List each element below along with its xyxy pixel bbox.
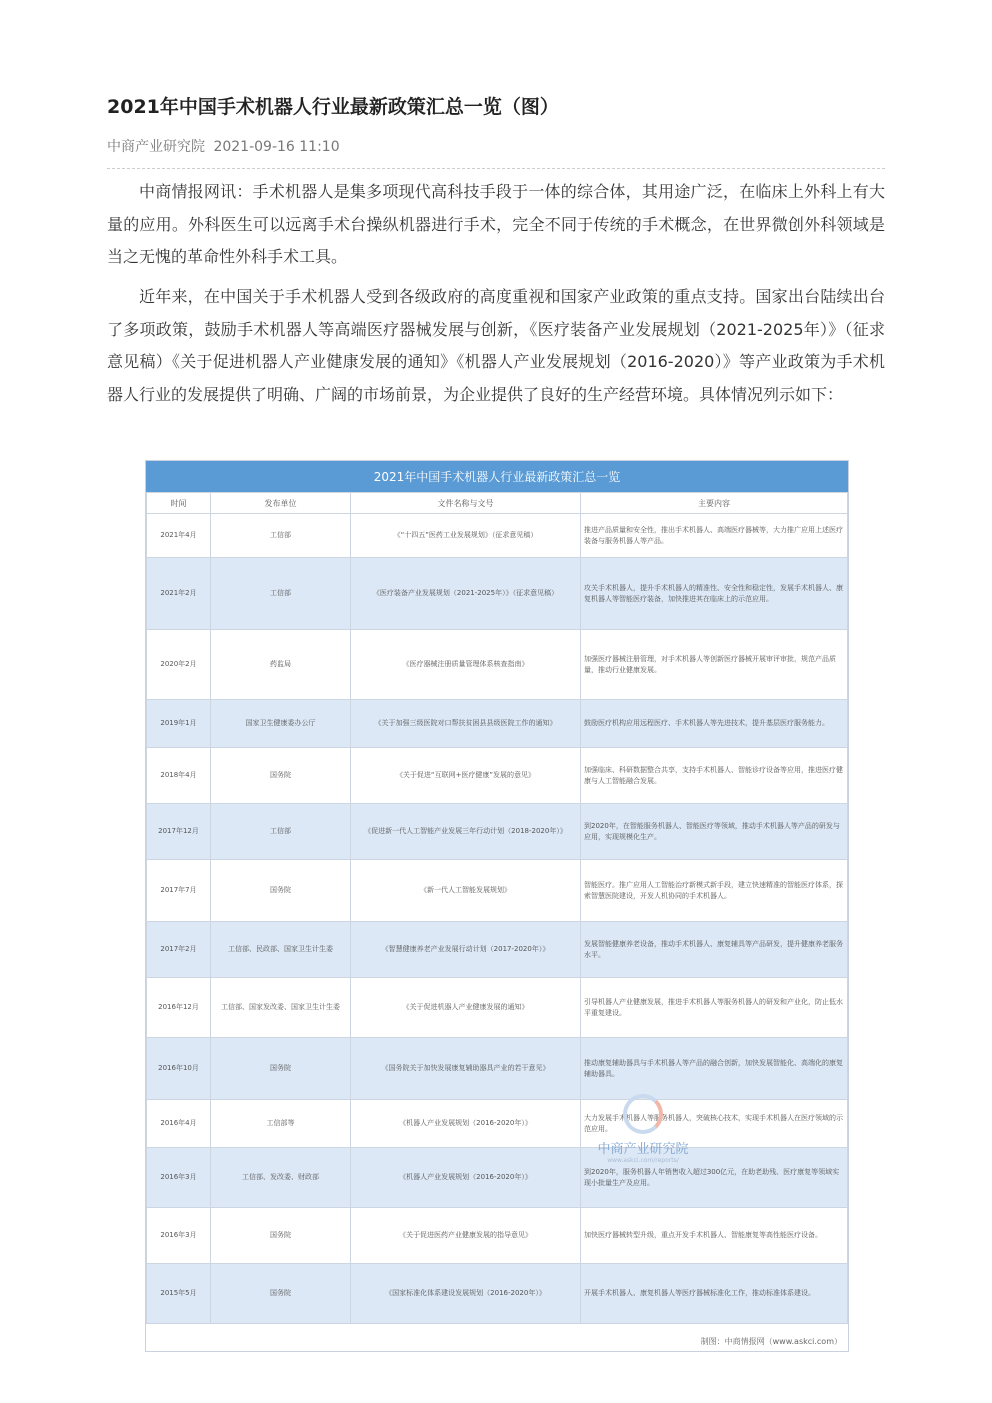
divider (107, 168, 885, 169)
article-meta (107, 136, 344, 156)
cell-content: 到2020年，服务机器人年销售收入超过300亿元，在助老助残、医疗康复等领域实现小批量生产及应用。 (581, 1148, 848, 1208)
cell-org: 国务院 (211, 1038, 351, 1100)
cell-content: 发展智能健康养老设备，推动手术机器人、康复辅具等产品研发，提升健康养老服务水平。 (581, 922, 848, 978)
cell-content: 推动康复辅助器具与手术机器人等产品的融合创新，加快发展智能化、高端化的康复辅助器具。 (581, 1038, 848, 1100)
cell-doc: 《促进新一代人工智能产业发展三年行动计划（2018-2020年）》 (351, 804, 581, 860)
cell-content: 加强医疗器械注册管理，对手术机器人等创新医疗器械开展审评审批，规范产品质量，推动行业健康发展。 (581, 630, 848, 700)
cell-doc: 《关于加强三级医院对口帮扶贫困县县级医院工作的通知》 (351, 700, 581, 748)
cell-org: 国务院 (211, 860, 351, 922)
cell-org: 国务院 (211, 1264, 351, 1324)
table-row (147, 630, 848, 700)
cell-doc: 《智慧健康养老产业发展行动计划（2017-2020年）》 (351, 922, 581, 978)
header-doc: 文件名称与文号 (351, 493, 581, 514)
cell-doc: 《医疗装备产业发展规划（2021-2025年）》（征求意见稿） (351, 558, 581, 630)
header-content: 主要内容 (581, 493, 848, 514)
cell-content: 到2020年，在智能服务机器人、智能医疗等领域，推动手术机器人等产品的研发与应用，实现规模化生产。 (581, 804, 848, 860)
cell-doc: 《医疗器械注册质量管理体系核查指南》 (351, 630, 581, 700)
cell-time: 2017年2月 (147, 922, 211, 978)
table-row (147, 922, 848, 978)
cell-doc: 《国务院关于加快发展康复辅助器具产业的若干意见》 (351, 1038, 581, 1100)
paragraph-intro: 中商情报网讯：手术机器人是集多项现代高科技手段于一体的综合体，其用途广泛，在临床上外科上有大量的应用。外科医生可以远离手术台操纵机器进行手术，完全不同于传统的手术概念，在世界微创外科领域是当之无愧的革命性外科手术工具。 (107, 182, 885, 266)
watermark-url: www.askci.com/reports/ (607, 1157, 679, 1164)
cell-content: 鼓励医疗机构应用远程医疗、手术机器人等先进技术，提升基层医疗服务能力。 (581, 700, 848, 748)
cell-org: 国务院 (211, 1208, 351, 1264)
table-row (147, 700, 848, 748)
cell-time: 2016年12月 (147, 978, 211, 1038)
cell-doc: 《新一代人工智能发展规划》 (351, 860, 581, 922)
cell-org: 国务院 (211, 748, 351, 804)
table-row (147, 748, 848, 804)
cell-content: 大力发展手术机器人等服务机器人，突破核心技术，实现手术机器人在医疗领域的示范应用。 (581, 1100, 848, 1148)
cell-time: 2019年1月 (147, 700, 211, 748)
cell-org: 工信部 (211, 804, 351, 860)
table-row (147, 1208, 848, 1264)
table-row (147, 1038, 848, 1100)
cell-org: 工信部等 (211, 1100, 351, 1148)
cell-doc: 《机器人产业发展规划（2016-2020年）》 (351, 1148, 581, 1208)
table-title: 2021年中国手术机器人行业最新政策汇总一览 (146, 461, 848, 492)
cell-time: 2018年4月 (147, 748, 211, 804)
cell-org: 工信部、民政部、国家卫生计生委 (211, 922, 351, 978)
table-row (147, 1264, 848, 1324)
cell-time: 2021年4月 (147, 514, 211, 558)
header-time: 时间 (147, 493, 211, 514)
cell-time: 2016年4月 (147, 1100, 211, 1148)
cell-time: 2017年7月 (147, 860, 211, 922)
table-row (147, 1100, 848, 1148)
cell-time: 2016年10月 (147, 1038, 211, 1100)
article-date: 2021-09-16 11:10 (213, 139, 340, 155)
cell-org: 国家卫生健康委办公厅 (211, 700, 351, 748)
cell-org: 工信部、发改委、财政部 (211, 1148, 351, 1208)
cell-time: 2021年2月 (147, 558, 211, 630)
header-org: 发布单位 (211, 493, 351, 514)
article-title: 2021年中国手术机器人行业最新政策汇总一览（图） (107, 96, 559, 118)
source-note: 制图：中商情报网（www.askci.com） (700, 1337, 842, 1346)
paragraph-policy: 近年来，在中国关于手术机器人受到各级政府的高度重视和国家产业政策的重点支持。国家出台陆续出台了多项政策，鼓励手术机器人等高端医疗器械发展与创新，《医疗装备产业发展规划（2021-2025年）》（征求意见稿）《关于促进机器人产业健康发展的通知》《机器人产业发展规划（2016-2020）》等产业政策为手术机器人行业的发展提供了明确、广阔的市场前景，为企业提供了良好的生产经营环境。具体情况列示如下： (107, 287, 885, 404)
cell-doc: 《国家标准化体系建设发展规划（2016-2020年）》 (351, 1264, 581, 1324)
table-row (147, 514, 848, 558)
cell-content: 加强临床、科研数据整合共享，支持手术机器人、智能诊疗设备等应用，推进医疗健康与人工智能融合发展。 (581, 748, 848, 804)
table-row (147, 558, 848, 630)
cell-time: 2016年3月 (147, 1148, 211, 1208)
cell-org: 药监局 (211, 630, 351, 700)
cell-doc: 《关于促进医药产业健康发展的指导意见》 (351, 1208, 581, 1264)
cell-content: 引导机器人产业健康发展，推进手术机器人等服务机器人的研发和产业化，防止低水平重复建设。 (581, 978, 848, 1038)
cell-org: 工信部 (211, 514, 351, 558)
cell-content: 攻关手术机器人，提升手术机器人的精准性、安全性和稳定性，发展手术机器人、康复机器人等智能医疗装备，加快推进其在临床上的示范应用。 (581, 558, 848, 630)
table-row (147, 804, 848, 860)
table-row (147, 978, 848, 1038)
watermark-text: 中商产业研究院 (597, 1142, 689, 1157)
cell-time: 2020年2月 (147, 630, 211, 700)
cell-content: 加快医疗器械转型升级，重点开发手术机器人、智能康复等高性能医疗设备。 (581, 1208, 848, 1264)
cell-content: 智能医疗。推广应用人工智能治疗新模式新手段，建立快速精准的智能医疗体系，探索智慧医院建设，开发人机协同的手术机器人。 (581, 860, 848, 922)
table-header-row (147, 493, 848, 514)
cell-doc: 《机器人产业发展规划（2016-2020年）》 (351, 1100, 581, 1148)
cell-org: 工信部、国家发改委、国家卫生计生委 (211, 978, 351, 1038)
cell-content: 推进产品质量和安全性，推出手术机器人、高端医疗器械等，大力推广应用上述医疗装备与服务机器人等产品。 (581, 514, 848, 558)
cell-org: 工信部 (211, 558, 351, 630)
cell-time: 2017年12月 (147, 804, 211, 860)
policy-table-image (145, 460, 849, 1352)
cell-doc: 《“十四五”医药工业发展规划》（征求意见稿） (351, 514, 581, 558)
table-row (147, 860, 848, 922)
cell-content: 开展手术机器人、康复机器人等医疗器械标准化工作，推动标准体系建设。 (581, 1264, 848, 1324)
cell-doc: 《关于促进“互联网+医疗健康”发展的意见》 (351, 748, 581, 804)
logo-icon (623, 1094, 663, 1134)
policy-table (146, 492, 848, 1324)
table-row (147, 1148, 848, 1208)
cell-time: 2016年3月 (147, 1208, 211, 1264)
watermark-logo (593, 1094, 693, 1164)
cell-time: 2015年5月 (147, 1264, 211, 1324)
cell-doc: 《关于促进机器人产业健康发展的通知》 (351, 978, 581, 1038)
article-source[interactable]: 中商产业研究院 (107, 139, 205, 155)
